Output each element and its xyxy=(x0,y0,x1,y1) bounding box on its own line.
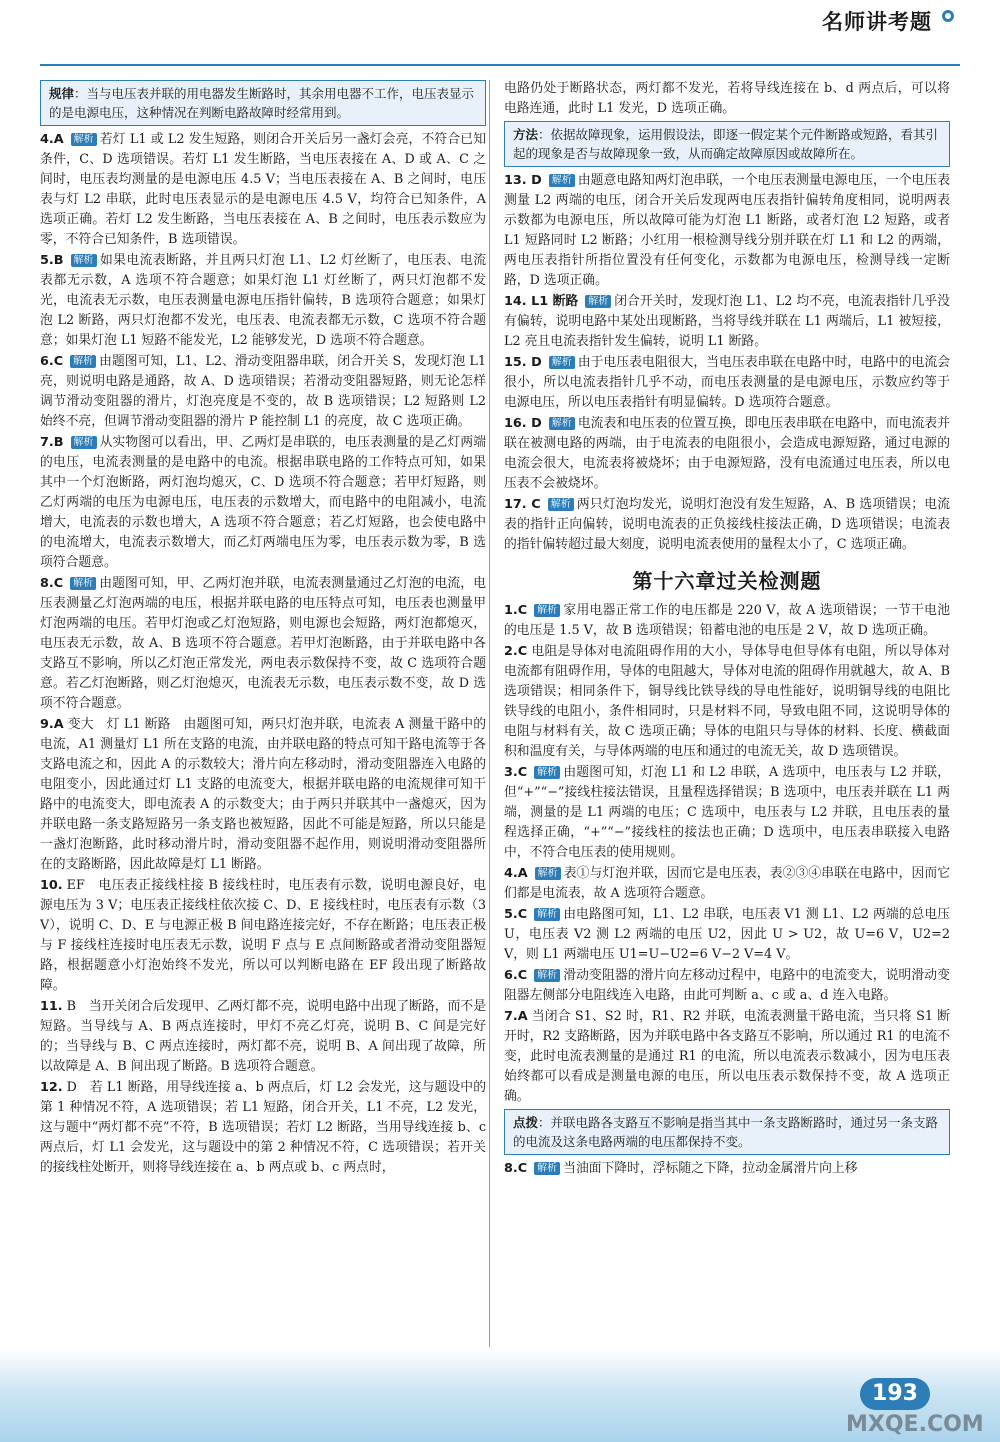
rule-box: 规律：当与电压表并联的用电器发生断路时，其余用电器不工作，电压表显示的是电源电压，这种情况在判断电路故障时经常用到。 xyxy=(40,80,486,126)
analysis-badge: 解析 xyxy=(534,766,560,779)
analysis-badge: 解析 xyxy=(535,867,561,880)
analysis-badge: 解析 xyxy=(71,254,97,267)
tip-text: 并联电路各支路互不影响是指当其中一条支路断路时，通过另一条支路的电流及这条电路两端的电压都保持不变。 xyxy=(513,1115,939,1149)
answer-item: 14. L1 断路 解析 闭合开关时，发现灯泡 L1、L2 均不亮，电流表指针几乎没有偏转，说明电路中某处出现断路，当将导线并联在 L1 两端后，L1 被短接，L2 亮且电流表指针发生偏转，说明 L1 断路。 xyxy=(504,294,950,349)
page-number: 193 xyxy=(860,1378,930,1410)
header-title: 名师讲考题 xyxy=(822,10,932,34)
answer-item: 1.C 解析 家用电器正常工作的电压都是 220 V，故 A 选项错误；一节干电池的电压是 1.5 V，故 B 选项错误；铅蓄电池的电压是 2 V，故 D 选项正确。 xyxy=(504,603,950,638)
answer-item: 12. D 若 L1 断路，用导线连接 a、b 两点后，灯 L2 会发光，这与题设中的第 1 种情况不符，A 选项错误；若 L1 短路，闭合开关，L1 不亮，L2 发光，这与题中“两灯都不亮”不符，B 选项错误；若灯 L2 断路，当用导线连接 b、c 两点后，灯 L1 会发光，这与题设中的第 2 种情况不符，C 选项错误；若开关的接线柱处断开，则将导线连接在 a、b 两点或 b、c 两点时， xyxy=(40,1080,486,1175)
answer-item: 6.C 解析 由题图可知，L1、L2、滑动变阻器串联，闭合开关 S，发现灯泡 L1 亮，则说明电路是通路，故 A、D 选项错误；若滑动变阻器短路，则无论怎样调节滑动变阻器的滑片，灯泡亮度是不变的，故 B 选项错误；L2 短路则 L2 始终不亮，但调节滑动变阻器的滑片 P 能控制 L1 的亮度，故 C 选项正确。 xyxy=(40,354,486,429)
answer-item: 5.B 解析 如果电流表断路，并且两只灯泡 L1、L2 灯丝断了，电压表、电流表都无示数，A 选项不符合题意；如果灯泡 L1 灯丝断了，两只灯泡都不发光，电流表无示数，电压表测量电源电压指针偏转，B 选项符合题意；如果灯泡 L2 断路，两只灯泡都不发光，电压表、电流表都无示数，C 选项不符合题意；如果灯泡 L1 短路不能发光，L2 能够发光，D 选项不符合题意。 xyxy=(40,253,486,348)
answer-item: 17. C 解析 两只灯泡均发光，说明灯泡没有发生短路，A、B 选项错误；电流表的指针正向偏转，说明电流表的正负接线柱接法正确，D 选项错误；电流表的指针偏转超过最大刻度，说明电流表使用的量程太小了，C 选项正确。 xyxy=(504,497,950,552)
answer-item: 7.A 当闭合 S1、S2 时，R1、R2 并联，电流表测量干路电流，当只将 S1 断开时，R2 支路断路，因为并联电路中各支路互不影响，所以通过 R1 的电流不变，此时电流表测量的是通过 R1 的电流，所以电流表示数减小，因为电压表始终都可以看成是测量电源的电压，所以电压表示数保持不变，故 A 选项正确。 xyxy=(504,1009,950,1104)
tip-tag: 点拨 xyxy=(513,1115,539,1130)
header-rule xyxy=(40,64,960,66)
analysis-badge: 解析 xyxy=(585,295,611,308)
watermark: MXQE.COM xyxy=(846,1412,984,1437)
section-title: 第十六章过关检测题 xyxy=(632,569,822,593)
right-column xyxy=(504,78,950,1180)
analysis-badge: 解析 xyxy=(548,498,574,511)
analysis-badge: 解析 xyxy=(70,577,96,590)
answer-item: 9.A 变大 灯 L1 断路 由题图可知，两只灯泡并联，电流表 A 测量干路中的电流，A1 测量灯 L1 所在支路的电流，由并联电路的特点可知干路电流等于各支路电流之和，因此 A 的示数较大；滑片向左移动时，滑动变阻器连入电路的电阻变小，因此通过灯 L1 支路的电流变大，根据并联电路的电流规律可知干路中的电流变大，即电流表 A 的示数变大；由于两只并联其中一盏熄灭，因为并联电路一条支路短路另一条支路也被短路，因此不可能是短路，所以只能是一盏灯泡断路，此时移动滑片时，滑动变阻器不起作用，则说明滑动变阻器所在的支路断路，因此故障是灯 L1 断路。 xyxy=(40,717,486,872)
analysis-badge: 解析 xyxy=(71,133,97,146)
method-tag: 方法 xyxy=(513,127,539,142)
answer-item: 7.B 解析 从实物图可以看出，甲、乙两灯是串联的，电压表测量的是乙灯两端的电压，电流表测量的是电路中的电流。根据串联电路的工作特点可知，如果其中一个灯泡断路，两灯泡均熄灭，C、D 选项不符合题意；若甲灯短路，则乙灯两端的电压为电源电压，电压表的示数增大，而电路中的电阻减小，电流增大，电流表的示数也增大，A 选项不符合题意；若乙灯短路，也会使电路中的电流增大，电流表示数增大，而乙灯两端电压为零，电压表示数为零，B 选项符合题意。 xyxy=(40,435,486,570)
analysis-badge: 解析 xyxy=(71,436,97,449)
answer-item: 10. EF 电压表正接线柱接 B 接线柱时，电压表有示数，说明电源良好，电源电压为 3 V；电压表正接线柱依次接 C、D、E 接线柱时，电压表有示数（3 V），说明 C、D、E 与电源正极 B 间电路连接完好，不存在断路；电压表正极与 F 接线柱连接时电压表无示数，说明 F 点与 E 点间断路或者滑动变阻器短路，根据题意小灯泡始终不发光，所以可以判断电路在 EF 段出现了断路故障。 xyxy=(40,878,486,993)
analysis-badge: 解析 xyxy=(549,417,575,430)
answer-item: 13. D 解析 由题意电路知两灯泡串联，一个电压表测量电源电压，一个电压表测量 L2 两端的电压，闭合开关后发现两电压表指针偏转角度相同，说明两表示数都为电源电压，所以故障可能为灯泡 L1 断路，或者灯泡 L2 短路，或者 L1 短路同时 L2 断路；小红用一根检测导线分别并联在灯 L1 和 L2 的两端，两电压表指针所指位置没有任何变化，示数都为电源电压，检测导线一定断路，D 选项正确。 xyxy=(504,173,951,288)
column-divider xyxy=(489,80,490,1350)
answer-item: 8.C 解析 当油面下降时，浮标随之下降，拉动金属滑片向上移 xyxy=(504,1161,858,1176)
continued-text: 电路仍处于断路状态，两灯都不发光，若将导线连接在 b、d 两点后，可以将电路连通，此时 L1 发光，D 选项正确。 xyxy=(504,81,950,116)
analysis-badge: 解析 xyxy=(534,969,560,982)
analysis-badge: 解析 xyxy=(534,1162,560,1175)
answer-item: 8.C 解析 由题图可知，甲、乙两灯泡并联，电流表测量通过乙灯泡的电流，电压表测量乙灯泡两端的电压，根据并联电路的电压特点可知，电压表也测量甲灯泡两端的电压。若甲灯泡或乙灯泡短路，则电源也会短路，两灯泡都熄灭，电压表无示数，故 A、B 选项不符合题意。若甲灯泡断路，由于并联电路中各支路互不影响，所以乙灯泡正常发光，两电表示数保持不变，故 C 选项符合题意。若乙灯泡断路，则乙灯泡熄灭，电流表无示数，电压表示数不变，故 D 选项不符合题意。 xyxy=(40,576,486,711)
answer-item: 4.A 解析 若灯 L1 或 L2 发生短路，则闭合开关后另一盏灯会亮，不符合已知条件，C、D 选项错误。若灯 L1 发生断路，当电压表接在 A、D 或 A、C 之间时，电压表均测量的是电源电压 4.5 V；当电压表接在 A、B 之间时，电压表与灯 L2 串联，此时电压表显示的是电源电压 4.5 V，均符合已知条件，A 选项正确。若灯 L2 发生断路，当电压表接在 A、B 之间时，电压表示数应为零，不符合已知条件，B 选项错误。 xyxy=(40,132,486,247)
header-circle-icon xyxy=(942,10,954,22)
analysis-badge: 解析 xyxy=(534,604,560,617)
method-box: 方法：依据故障现象，运用假设法，即逐一假定某个元件断路或短路，看其引起的现象是否与故障现象一致，从而确定故障原因或故障所在。 xyxy=(504,121,950,167)
left-column xyxy=(40,78,486,1179)
answer-item: 2.C 电阻是导体对电流阻碍作用的大小，导体导电但导体有电阻，所以导体对电流都有阻碍作用，导体的电阻越大，导体对电流的阻碍作用就越大，故 A、B 选项错误；相同条件下，铜导线比铁导线的导电性能好，说明铜导线的电阻比铁导线的电阻小，条件相同时，只是材料不同，导致电阻不同，这说明导体的电阻与材料有关，故 C 选项正确；导体的电阻只与导体的材料、长度、横截面积和温度有关，与导体两端的电压和通过的电流无关，故 D 选项错误。 xyxy=(504,644,950,759)
method-text: 依据故障现象，运用假设法，即逐一假定某个元件断路或短路，看其引起的现象是否与故障现象一致，从而确定故障原因或故障所在。 xyxy=(513,127,939,161)
rule-tag: 规律 xyxy=(49,86,75,101)
analysis-badge: 解析 xyxy=(549,356,575,369)
analysis-badge: 解析 xyxy=(534,908,560,921)
answer-item: 6.C 解析 滑动变阻器的滑片向左移动过程中，电路中的电流变大，说明滑动变阻器左侧部分电阻线连入电路，由此可判断 a、c 或 a、d 连入电路。 xyxy=(504,968,950,1003)
analysis-badge: 解析 xyxy=(70,355,96,368)
answer-item: 11. B 当开关闭合后发现甲、乙两灯都不亮，说明电路中出现了断路，而不是短路。当导线与 A、B 两点连接时，甲灯不亮乙灯亮，说明 B、C 间是完好的；当导线与 B、C 两点连接时，两灯都不亮，说明 B、A 间出现了故障，所以故障是 A、B 间出现了断路。B 选项符合题意。 xyxy=(40,999,486,1074)
analysis-badge: 解析 xyxy=(549,174,575,187)
tip-box: 点拨：并联电路各支路互不影响是指当其中一条支路断路时，通过另一条支路的电流及这条电路两端的电压都保持不变。 xyxy=(504,1109,950,1155)
answer-item: 4.A 解析 表①与灯泡并联，因而它是电压表，表②③④串联在电路中，因而它们都是电流表，故 A 选项符合题意。 xyxy=(504,866,950,901)
rule-text: 当与电压表并联的用电器发生断路时，其余用电器不工作，电压表显示的是电源电压，这种情况在判断电路故障时经常用到。 xyxy=(49,86,475,120)
answer-item: 16. D 解析 电流表和电压表的位置互换，即电压表串联在电路中，而电流表并联在被测电路的两端，由于电流表的电阻很小，会造成电源短路，通过电源的电流会很大，电流表将被烧坏；由于电源短路，没有电流通过电压表，所以电压表不会被烧坏。 xyxy=(504,416,951,491)
answer-item: 15. D 解析 由于电压表电阻很大，当电压表串联在电路中时，电路中的电流会很小，所以电流表指针几乎不动，而电压表测量的是电源电压，示数应约等于电源电压，所以电压表指针有明显偏转。D 选项符合题意。 xyxy=(504,355,951,410)
answer-item: 5.C 解析 由电路图可知，L1、L2 串联，电压表 V1 测 L1、L2 两端的总电压 U，电压表 V2 测 L2 两端的电压 U2，因此 U > U2，故 U=6 V，U2=2 V，则 L1 两端电压 U1=U−U2=6 V−2 V=4 V。 xyxy=(504,907,950,962)
answer-item: 3.C 解析 由题图可知，灯泡 L1 和 L2 串联，A 选项中，电压表与 L2 并联，但“+”“−”接线柱接法错误，且量程选择错误；B 选项中，电压表并联在 L1 两端，测量的是 L1 两端的电压；C 选项中，电压表与 L2 并联，且电压表的量程选择正确，“+”“−”接线柱的接法也正确；D 选项中，电压表串联接入电路中，不符合电压表的使用规则。 xyxy=(504,765,950,860)
